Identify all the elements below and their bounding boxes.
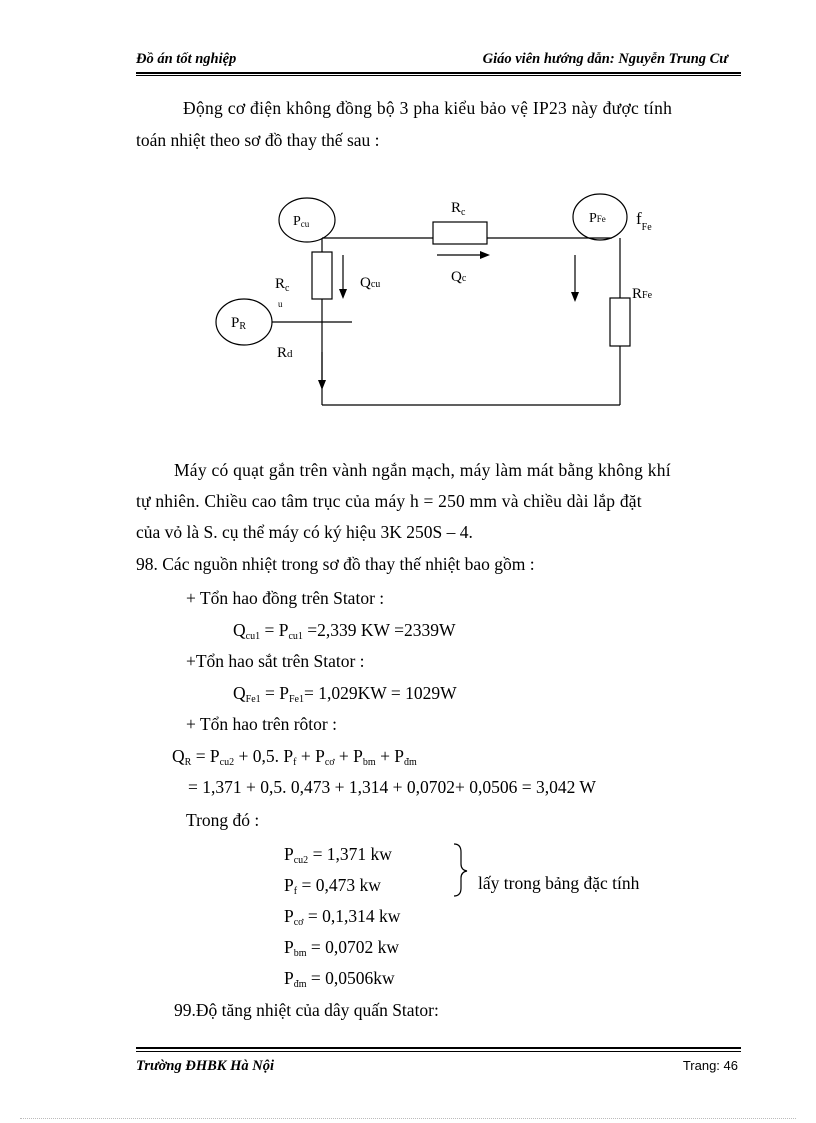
brace-icon bbox=[452, 842, 472, 898]
page-edge bbox=[20, 1118, 796, 1119]
header-left: Đồ án tốt nghiệp bbox=[136, 51, 237, 67]
section-98-title: 98. Các nguồn nhiệt trong sơ đồ thay thế nhiệt bao gồm : bbox=[136, 554, 535, 574]
para-line-3: của vỏ là S. cụ thể máy có ký hiệu 3K 250S – 4. bbox=[136, 522, 473, 542]
item-1: + Tổn hao đồng trên Stator : bbox=[186, 588, 385, 608]
item-3: + Tổn hao trên rôtor : bbox=[186, 714, 337, 734]
label-r-d: Rd bbox=[277, 345, 293, 361]
label-p-r: PR bbox=[231, 315, 247, 332]
param-pdm: $P_{đm} = 0,0506kw$ bbox=[284, 968, 395, 990]
arrow-q-c bbox=[480, 251, 490, 259]
header-right: Giáo viên hướng dẫn: Nguyễn Trung Cư bbox=[482, 51, 728, 67]
para-line-1: Máy có quạt gắn trên vành ngắn mạch, máy làm mát bằng không khí bbox=[174, 460, 671, 480]
trong-do: Trong đó : bbox=[186, 810, 260, 830]
header-rule bbox=[136, 72, 741, 74]
resistor-rc bbox=[433, 222, 487, 244]
equation-1: $Q_{cu1} = P_{cu1} =2,339$ KW =2339W bbox=[233, 620, 456, 642]
label-r-c: $R_c$ bbox=[451, 200, 466, 218]
arrow-q-cu bbox=[339, 289, 347, 299]
param-pcu2: $P_{cu2} = 1,371$ kw bbox=[284, 844, 392, 866]
footer-rule bbox=[136, 1047, 741, 1049]
node-p-r bbox=[216, 299, 272, 345]
intro-line-2: toán nhiệt theo sơ đồ thay thế sau : bbox=[136, 130, 380, 150]
arrow-fe bbox=[571, 292, 579, 302]
equation-3: $Q_R = P_{cu2} + 0,5$. $P_f + P_{cơ} + P_{bm} + P_{đm}$ bbox=[172, 746, 417, 768]
node-p-cu bbox=[279, 198, 335, 242]
resistor-rcu bbox=[312, 252, 332, 299]
label-q-c: Qc bbox=[451, 269, 467, 285]
item-2: +Tổn hao sắt trên Stator : bbox=[186, 651, 365, 671]
label-r-fe: RFe bbox=[632, 286, 653, 302]
label-f-fe: $f_{Fe}$ bbox=[636, 209, 652, 233]
label-p-fe: PFe bbox=[589, 211, 606, 226]
param-pco: $P_{cơ} = 0,1,314$ kw bbox=[284, 906, 401, 928]
bracket-note: lấy trong bảng đặc tính bbox=[478, 873, 640, 893]
equation-3-line-2: = 1,371 + 0,5. 0,473 + 1,314 + 0,0702+ 0,0506 = 3,042 W bbox=[188, 777, 596, 797]
node-p-fe bbox=[573, 194, 627, 240]
param-pbm: $P_{bm} = 0,0702$ kw bbox=[284, 937, 400, 959]
equation-2: $Q_{Fe1} = P_{Fe1}= 1,029KW = 1029W$ bbox=[233, 683, 457, 705]
param-pf: $P_f = 0,473$ kw bbox=[284, 875, 381, 897]
page-number: Trang: 46 bbox=[682, 1058, 738, 1073]
para-line-2: tự nhiên. Chiều cao tâm trục của máy h = 250 mm và chiều dài lắp đặt bbox=[136, 491, 642, 511]
label-r-cu: $R_c$ bbox=[275, 276, 290, 294]
label-q-cu: Qcu bbox=[360, 275, 381, 291]
footer-left: Trường ĐHBK Hà Nội bbox=[136, 1058, 274, 1074]
resistor-rfe bbox=[610, 298, 630, 346]
label-r-cu-u: u bbox=[278, 299, 283, 309]
header-rule-thin bbox=[136, 75, 741, 76]
footer-rule-thin bbox=[136, 1051, 741, 1052]
intro-line-1: Động cơ điện không đồng bộ 3 pha kiểu bảo vệ IP23 này được tính bbox=[183, 98, 673, 118]
label-p-cu: Pcu bbox=[293, 214, 310, 229]
arrow-rd bbox=[318, 380, 326, 390]
section-99-title: 99.Độ tăng nhiệt của dây quấn Stator: bbox=[174, 1000, 439, 1020]
